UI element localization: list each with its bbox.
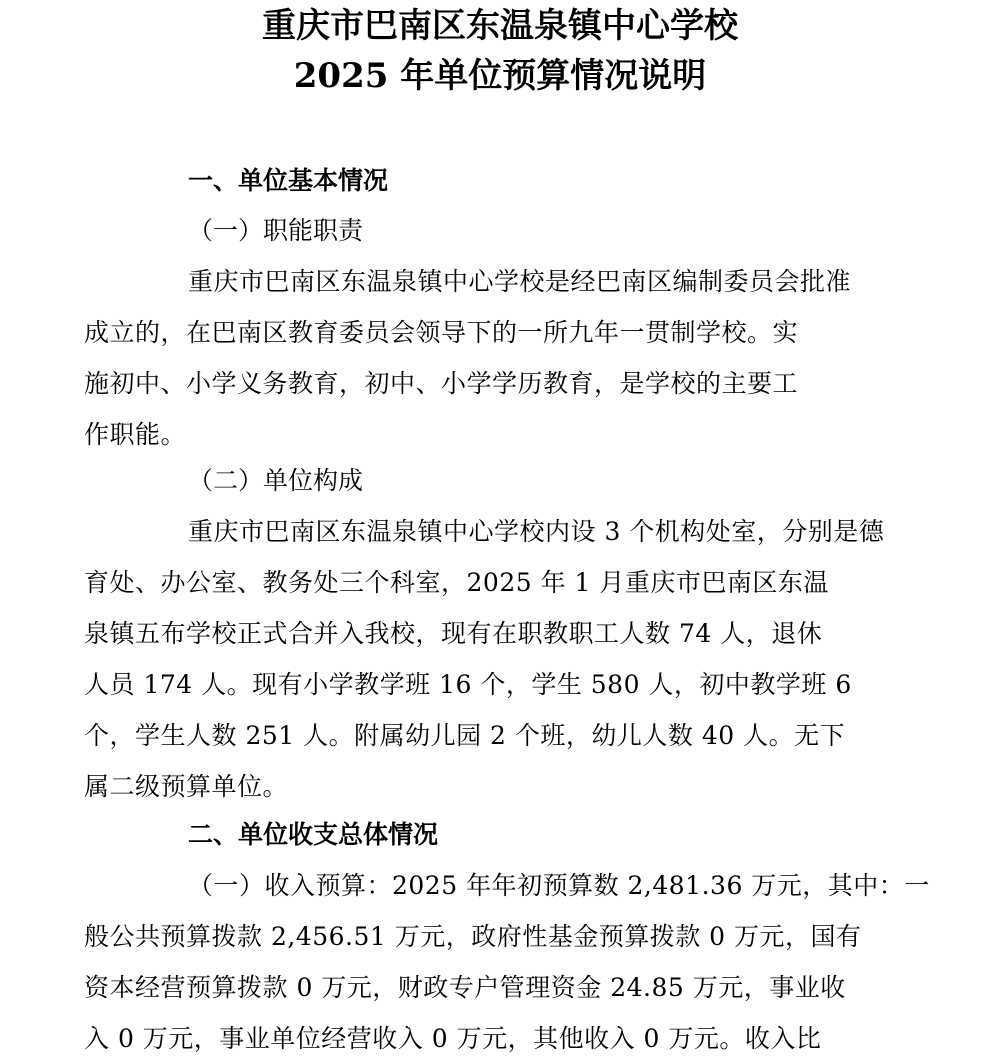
document-title-line-2: 2025 年单位预算情况说明 bbox=[293, 56, 707, 96]
paragraph-line: 施初中、小学义务教育，初中、小学学历教育，是学校的主要工 bbox=[84, 369, 799, 398]
paragraph-line: 作职能。 bbox=[84, 420, 187, 449]
section-1-2-paragraph bbox=[84, 506, 885, 812]
paragraph-line: 育处、办公室、教务处三个科室，2025 年 1 月重庆市巴南区东温 bbox=[84, 568, 829, 597]
section-1-1-paragraph bbox=[84, 256, 876, 460]
section-1-2-heading: （二）单位构成 bbox=[188, 466, 364, 495]
paragraph-line: （一）收入预算：2025 年年初预算数 2,481.36 万元，其中：一 bbox=[188, 871, 930, 900]
paragraph-line: 入 0 万元，事业单位经营收入 0 万元，其他收入 0 万元。收入比 bbox=[84, 1024, 822, 1053]
section-2-paragraph bbox=[84, 860, 930, 1064]
section-1-heading: 一、单位基本情况 bbox=[188, 166, 389, 195]
document-title-line-1: 重庆市巴南区东温泉镇中心学校 bbox=[262, 6, 738, 46]
section-2-heading: 二、单位收支总体情况 bbox=[188, 820, 439, 849]
paragraph-line: 般公共预算拨款 2,456.51 万元，政府性基金预算拨款 0 万元，国有 bbox=[84, 922, 862, 951]
paragraph-line: 重庆市巴南区东温泉镇中心学校内设 3 个机构处室，分别是德 bbox=[188, 517, 885, 546]
paragraph-line: 重庆市巴南区东温泉镇中心学校是经巴南区编制委员会批准 bbox=[188, 267, 852, 296]
section-1-1-heading: （一）职能职责 bbox=[188, 216, 364, 245]
paragraph-line: 人员 174 人。现有小学教学班 16 个，学生 580 人，初中教学班 6 bbox=[84, 670, 852, 699]
paragraph-line: 资本经营预算拨款 0 万元，财政专户管理资金 24.85 万元，事业收 bbox=[84, 973, 846, 1002]
paragraph-line: 个，学生人数 251 人。附属幼儿园 2 个班，幼儿人数 40 人。无下 bbox=[84, 721, 846, 750]
paragraph-line: 成立的，在巴南区教育委员会领导下的一所九年一贯制学校。实 bbox=[84, 318, 799, 347]
paragraph-line: 属二级预算单位。 bbox=[84, 772, 289, 801]
paragraph-line: 泉镇五布学校正式合并入我校，现有在职教职工人数 74 人，退休 bbox=[84, 619, 823, 648]
